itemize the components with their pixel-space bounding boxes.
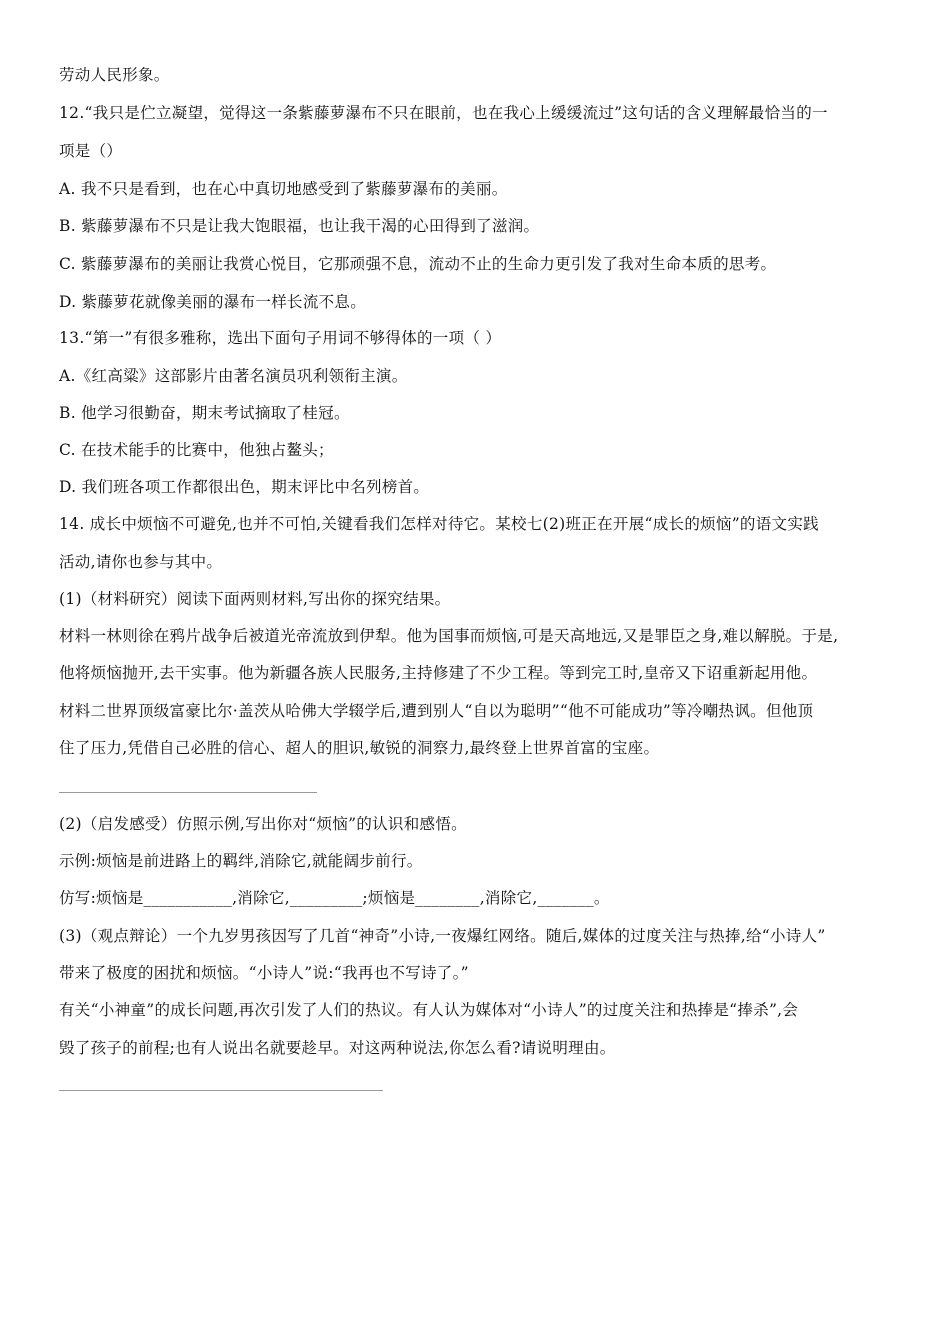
- option-d: D. 我们班各项工作都很出色，期末评比中名列榜首。: [59, 478, 430, 496]
- option-d: D. 紫藤萝花就像美丽的瀑布一样长流不息。: [59, 293, 367, 311]
- question-12-stem-cont: 项是（）: [59, 142, 123, 160]
- answer-line[interactable]: [59, 792, 317, 793]
- question-13-stem: 13.“第一”有很多雅称，选出下面句子用词不够得体的一项（ ）: [59, 329, 502, 347]
- debate-prompt-cont: 毁了孩子的前程;也有人说出名就要趁早。对这两种说法,你怎么看?请说明理由。: [59, 1039, 616, 1057]
- sub-question-2: (2)（启发感受）仿照示例,写出你对“烦恼”的认识和感悟。: [59, 815, 467, 833]
- material-2: 材料二世界顶级富豪比尔·盖茨从哈佛大学辍学后,遭到别人“自以为聪明”“他不可能成功”等冷嘲热讽。但他顶: [59, 702, 814, 720]
- question-14-stem-cont: 活动,请你也参与其中。: [59, 553, 223, 571]
- answer-line[interactable]: [59, 1090, 383, 1091]
- material-1: 材料一林则徐在鸦片战争后被道光帝流放到伊犁。他为国事而烦恼,可是天高地远,又是罪臣之身,难以解脱。于是,: [59, 627, 839, 645]
- option-b: B. 他学习很勤奋，期末考试摘取了桂冠。: [59, 404, 350, 422]
- option-c: C. 紫藤萝瀑布的美丽让我赏心悦目，它那顽强不息，流动不止的生命力更引发了我对生命本质的思考。: [59, 255, 777, 273]
- imitation-blank: 仿写:烦恼是___________,消除它,_________;烦恼是________,消除它,_______。: [59, 889, 610, 907]
- option-c: C. 在技术能手的比赛中，他独占鳌头；: [59, 441, 334, 459]
- option-b: B. 紫藤萝瀑布不只是让我大饱眼福，也让我干渴的心田得到了滋润。: [59, 217, 540, 235]
- material-1-cont: 他将烦恼抛开,去干实事。他为新疆各族人民服务,主持修建了不少工程。等到完工时,皇帝又下诏重新起用他。: [59, 664, 818, 682]
- sub-question-3: (3)（观点辩论）一个九岁男孩因写了几首“神奇”小诗,一夜爆红网络。随后,媒体的过度关注与热捧,给“小诗人”: [59, 927, 826, 945]
- debate-prompt: 有关“小神童”的成长问题,再次引发了人们的热议。有人认为媒体对“小诗人”的过度关注和热捧是“捧杀”,会: [59, 1001, 799, 1019]
- sub-question-3-cont: 带来了极度的困扰和烦恼。“小诗人”说:“我再也不写诗了。”: [59, 964, 469, 982]
- option-a: A.《红高粱》这部影片由著名演员巩利领衔主演。: [59, 367, 408, 385]
- text-line: 劳动人民形象。: [59, 66, 170, 84]
- sub-question-1: (1)（材料研究）阅读下面两则材料,写出你的探究结果。: [59, 590, 451, 608]
- question-14-stem: 14. 成长中烦恼不可避免,也并不可怕,关键看我们怎样对待它。某校七(2)班正在开展“成长的烦恼”的语文实践: [59, 515, 819, 533]
- material-2-cont: 住了压力,凭借自己必胜的信心、超人的胆识,敏锐的洞察力,最终登上世界首富的宝座。: [59, 739, 660, 757]
- option-a: A. 我不只是看到，也在心中真切地感受到了紫藤萝瀑布的美丽。: [59, 180, 508, 198]
- question-12-stem: 12.“我只是伫立凝望，觉得这一条紫藤萝瀑布不只在眼前，也在我心上缓缓流过”这句话的含义理解最恰当的一: [59, 104, 828, 122]
- example-sentence: 示例:烦恼是前进路上的羁绊,消除它,就能阔步前行。: [59, 852, 423, 870]
